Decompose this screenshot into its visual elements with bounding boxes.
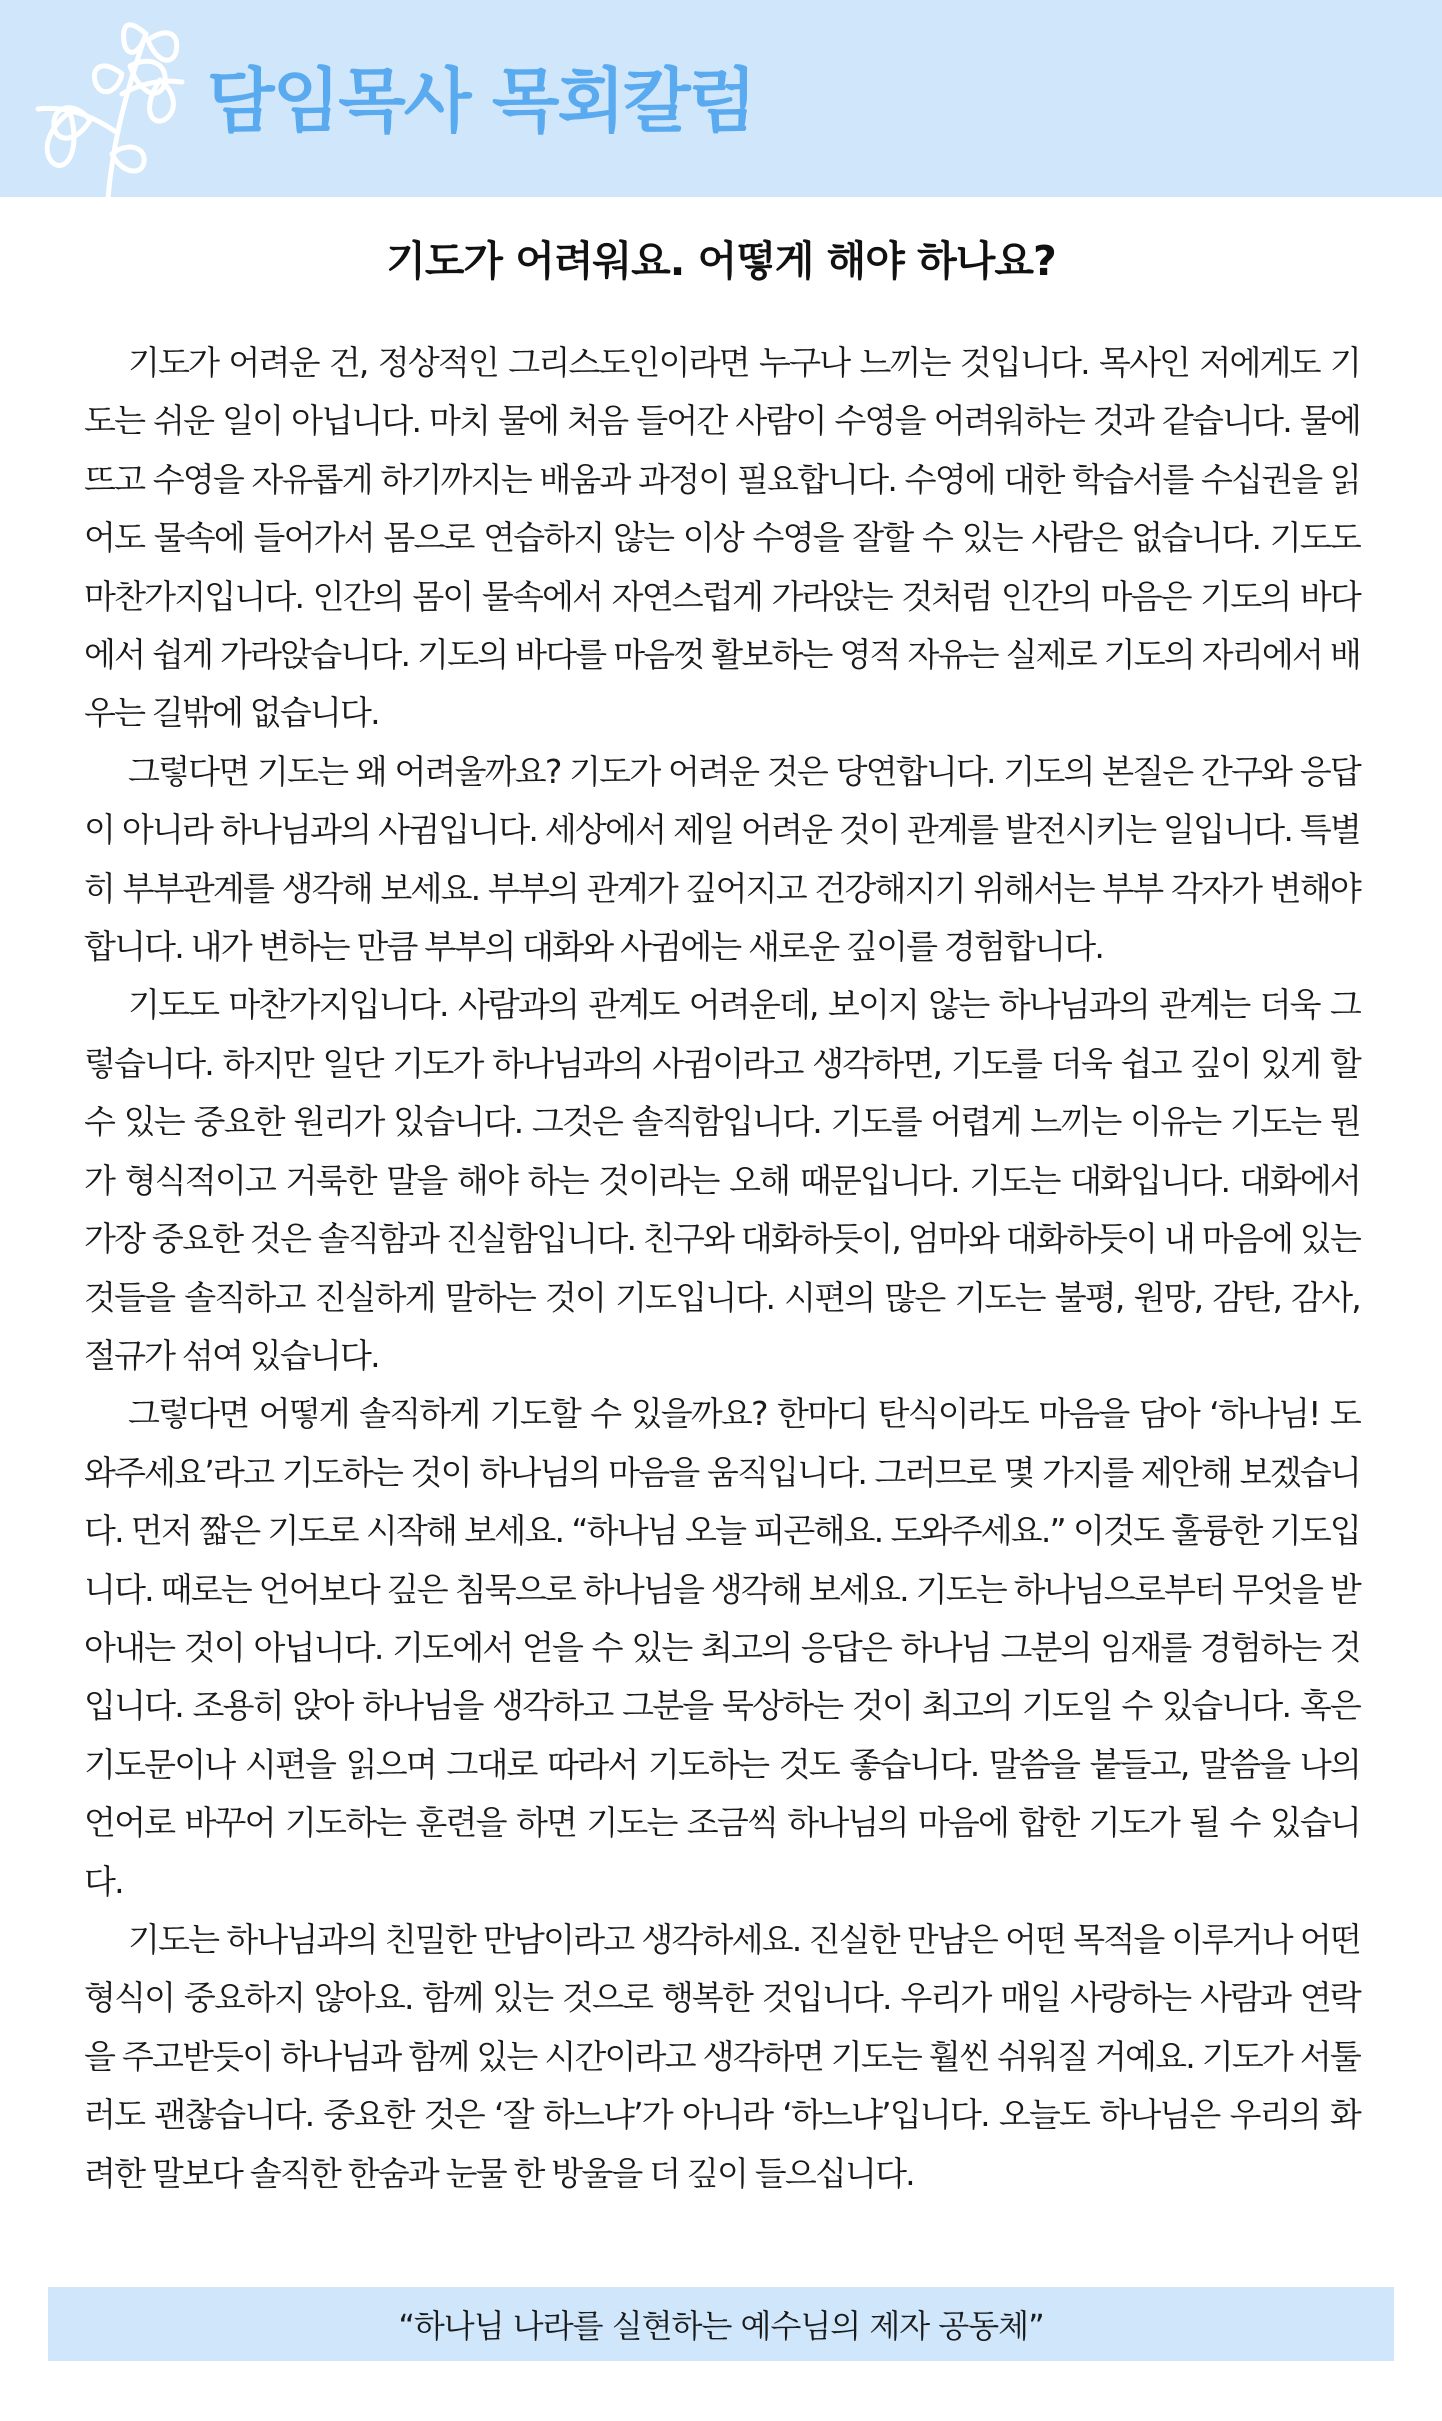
- paragraph: 기도가 어려운 건, 정상적인 그리스도인이라면 누구나 느끼는 것입니다. 목사인 저에게도 기도는 쉬운 일이 아닙니다. 마치 물에 처음 들어간 사람이 수영을 어려워하는 것과 같습니다. 물에 뜨고 수영을 자유롭게 하기까지는 배움과 과정이 필요합니다. 수영에 대한 학습서를 수십권을 읽어도 물속에 들어가서 몸으로 연습하지 않는 이상 수영을 잘할 수 있는 사람은 없습니다. 기도도 마찬가지입니다. 인간의 몸이 물속에서 자연스럽게 가라앉는 것처럼 인간의 마음은 기도의 바다에서 쉽게 가라앉습니다. 기도의 바다를 마음껏 활보하는 영적 자유는 실제로 기도의 자리에서 배우는 길밖에 없습니다.: [84, 343, 1360, 733]
- article-title: 기도가 어려워요. 어떻게 해야 하나요?: [386, 237, 1056, 285]
- paragraph: 그렇다면 기도는 왜 어려울까요? 기도가 어려운 것은 당연합니다. 기도의 본질은 간구와 응답이 아니라 하나님과의 사귐입니다. 세상에서 제일 어려운 것이 관계를 발전시키는 일입니다. 특별히 부부관계를 생각해 보세요. 부부의 관계가 깊어지고 건강해지기 위해서는 부부 각자가 변해야 합니다. 내가 변하는 만큼 부부의 대화와 사귐에는 새로운 깊이를 경험합니다.: [84, 751, 1360, 967]
- column-header-band: [0, 0, 1442, 197]
- leaf-branch-icon: [30, 14, 190, 199]
- footer-band: [48, 2287, 1394, 2361]
- article-body: [84, 334, 1360, 2203]
- paragraph: 기도도 마찬가지입니다. 사람과의 관계도 어려운데, 보이지 않는 하나님과의 관계는 더욱 그렇습니다. 하지만 일단 기도가 하나님과의 사귐이라고 생각하면, 기도를 더욱 쉽고 깊이 있게 할 수 있는 중요한 원리가 있습니다. 그것은 솔직함입니다. 기도를 어렵게 느끼는 이유는 기도는 뭔가 형식적이고 거룩한 말을 해야 하는 것이라는 오해 때문입니다. 기도는 대화입니다. 대화에서 가장 중요한 것은 솔직함과 진실함입니다. 친구와 대화하듯이, 엄마와 대화하듯이 내 마음에 있는 것들을 솔직하고 진실하게 말하는 것이 기도입니다. 시편의 많은 기도는 불평, 원망, 감탄, 감사, 절규가 섞여 있습니다.: [84, 985, 1360, 1375]
- paragraph: 그렇다면 어떻게 솔직하게 기도할 수 있을까요? 한마디 탄식이라도 마음을 담아 ‘하나님! 도와주세요’라고 기도하는 것이 하나님의 마음을 움직입니다. 그러므로 몇 가지를 제안해 보겠습니다. 먼저 짧은 기도로 시작해 보세요. “하나님 오늘 피곤해요. 도와주세요.” 이것도 훌륭한 기도입니다. 때로는 언어보다 깊은 침묵으로 하나님을 생각해 보세요. 기도는 하나님으로부터 무엇을 받아내는 것이 아닙니다. 기도에서 얻을 수 있는 최고의 응답은 하나님 그분의 임재를 경험하는 것입니다. 조용히 앉아 하나님을 생각하고 그분을 묵상하는 것이 최고의 기도일 수 있습니다. 혹은 기도문이나 시편을 읽으며 그대로 따라서 기도하는 것도 좋습니다. 말씀을 붙들고, 말씀을 나의 언어로 바꾸어 기도하는 훈련을 하면 기도는 조금씩 하나님의 마음에 합한 기도가 될 수 있습니다.: [84, 1394, 1360, 1901]
- church-motto: “하나님 나라를 실현하는 예수님의 제자 공동체”: [398, 2307, 1044, 2345]
- paragraph: 기도는 하나님과의 친밀한 만남이라고 생각하세요. 진실한 만남은 어떤 목적을 이루거나 어떤 형식이 중요하지 않아요. 함께 있는 것으로 행복한 것입니다. 우리가 매일 사랑하는 사람과 연락을 주고받듯이 하나님과 함께 있는 시간이라고 생각하면 기도는 훨씬 쉬워질 거예요. 기도가 서툴러도 괜찮습니다. 중요한 것은 ‘잘 하느냐’가 아니라 ‘하느냐’입니다. 오늘도 하나님은 우리의 화려한 말보다 솔직한 한숨과 눈물 한 방울을 더 깊이 들으십니다.: [84, 1919, 1360, 2193]
- column-title: 담임목사 목회칼럼: [207, 60, 755, 142]
